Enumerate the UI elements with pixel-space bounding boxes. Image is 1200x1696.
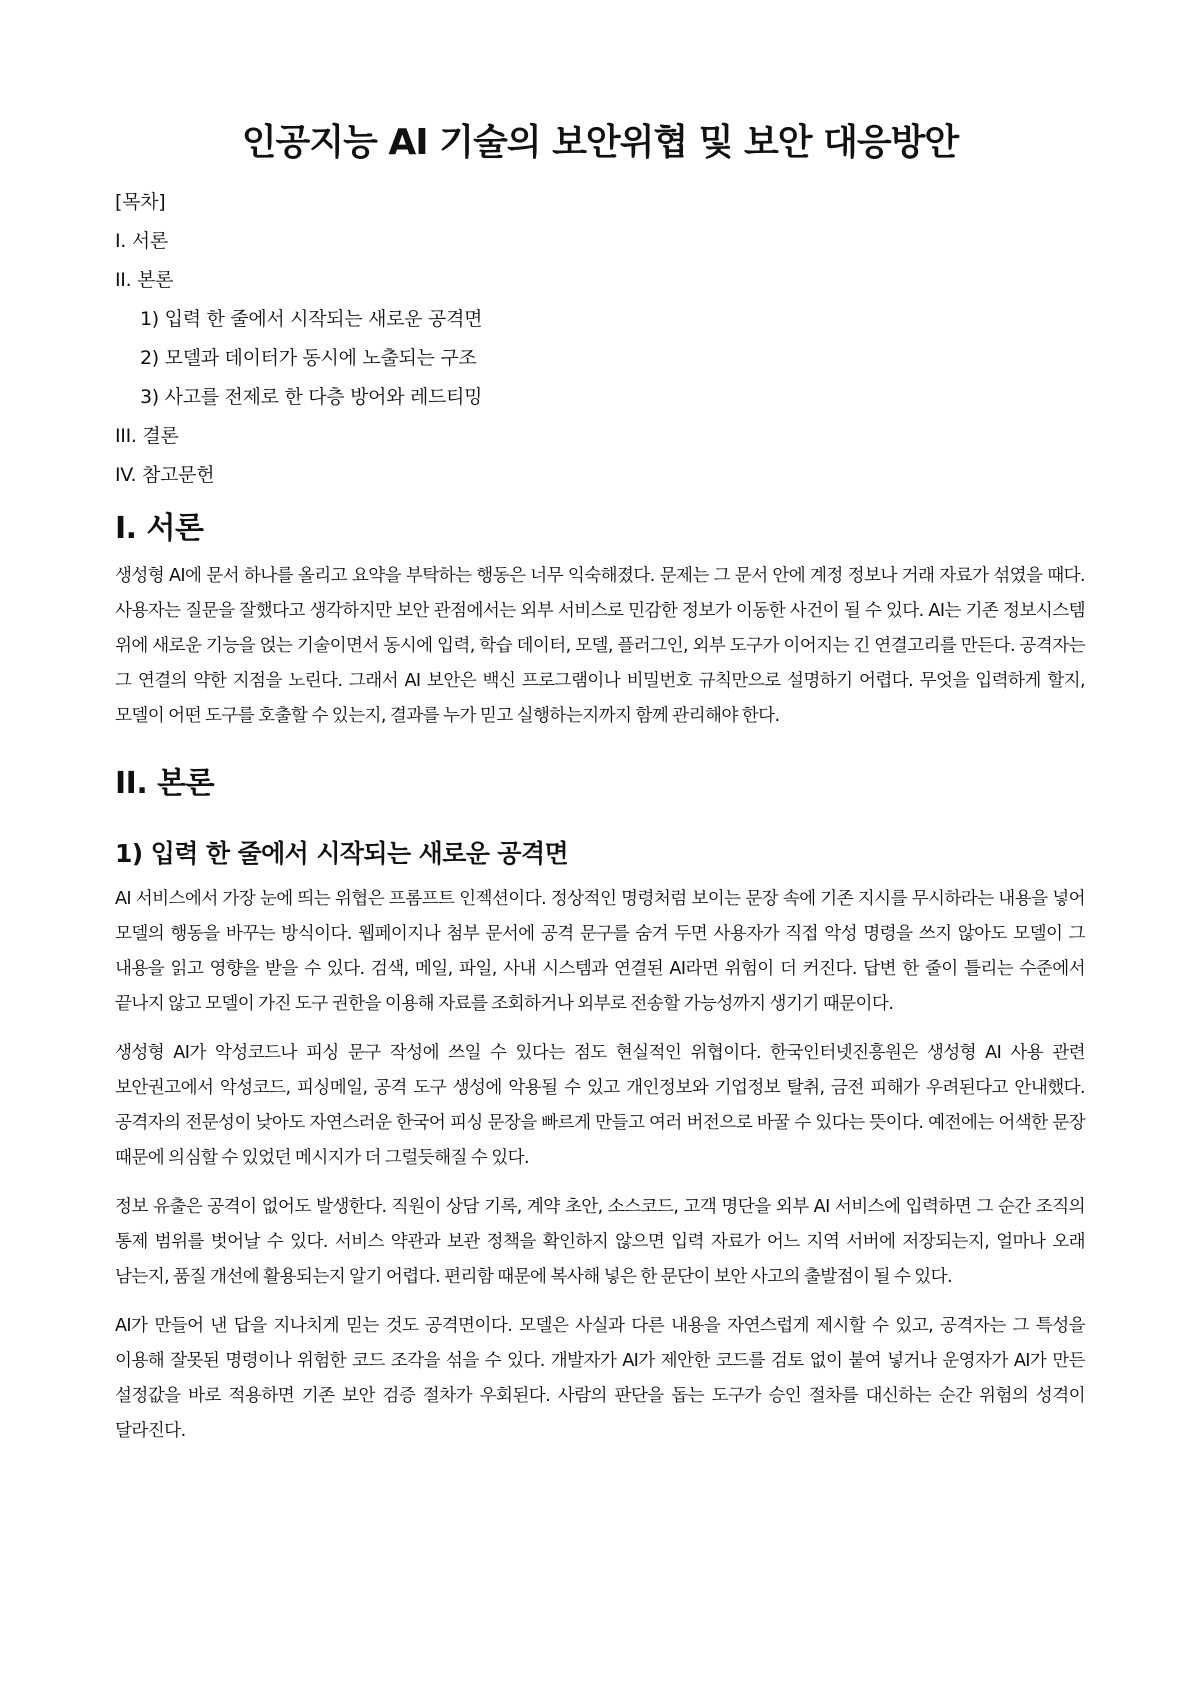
section-heading-body: II. 본론: [115, 766, 215, 801]
table-of-contents: [115, 190, 1085, 488]
toc-item-references: IV. 참고문헌: [115, 464, 215, 486]
document-title: 인공지능 AI 기술의 보안위협 및 보안 대응방안: [241, 122, 959, 163]
body-paragraph: AI 서비스에서 가장 눈에 띄는 위협은 프롬프트 인젝션이다. 정상적인 명령처럼 보이는 문장 속에 기존 지시를 무시하라는 내용을 넣어 모델의 행동을 바꾸는 방식이다. 웹페이지나 첨부 문서에 공격 문구를 숨겨 두면 사용자가 직접 악성 명령을 쓰지 않아도 모델이 그 내용을 읽고 영향을 받을 수 있다. 검색, 메일, 파일, 사내 시스템과 연결된 AI라면 위험이 더 커진다. 답변 한 줄이 틀리는 수준에서 끝나지 않고 모델이 가진 도구 권한을 이용해 자료를 조회하거나 외부로 전송할 가능성까지 생기기 때문이다.: [115, 889, 1085, 1014]
body-paragraph: AI가 만들어 낸 답을 지나치게 믿는 것도 공격면이다. 모델은 사실과 다른 내용을 자연스럽게 제시할 수 있고, 공격자는 그 특성을 이용해 잘못된 명령이나 위험한 코드 조각을 섞을 수 있다. 개발자가 AI가 제안한 코드를 검토 없이 붙여 넣거나 운영자가 AI가 만든 설정값을 바로 적용하면 기존 보안 검증 절차가 우회된다. 사람의 판단을 돕는 도구가 승인 절차를 대신하는 순간 위험의 성격이 달라진다.: [115, 1316, 1085, 1441]
toc-item-body-2: 2) 모델과 데이터가 동시에 노출되는 구조: [140, 347, 477, 369]
body-paragraph: 생성형 AI가 악성코드나 피싱 문구 작성에 쓰일 수 있다는 점도 현실적인 위협이다. 한국인터넷진흥원은 생성형 AI 사용 관련 보안권고에서 악성코드, 피싱메일, 공격 도구 생성에 악용될 수 있고 개인정보와 기업정보 탈취, 금전 피해가 우려된다고 안내했다. 공격자의 전문성이 낮아도 자연스러운 한국어 피싱 문장을 빠르게 만들고 여러 버전으로 바꿀 수 있다는 뜻이다. 예전에는 어색한 문장 때문에 의심할 수 있었던 메시지가 더 그럴듯해질 수 있다.: [115, 1043, 1085, 1168]
toc-item-conclusion: III. 결론: [115, 425, 179, 447]
toc-item-body-3: 3) 사고를 전제로 한 다층 방어와 레드티밍: [140, 386, 483, 408]
section-body: [115, 764, 1085, 1449]
subsection-heading-1: 1) 입력 한 줄에서 시작되는 새로운 공격면: [115, 839, 569, 868]
toc-item-body-1: 1) 입력 한 줄에서 시작되는 새로운 공격면: [140, 308, 483, 330]
toc-heading: [목차]: [115, 191, 166, 213]
intro-paragraph: 생성형 AI에 문서 하나를 올리고 요약을 부탁하는 행동은 너무 익숙해졌다. 문제는 그 문서 안에 계정 정보나 거래 자료가 섞였을 때다. 사용자는 질문을 잘했다고 생각하지만 보안 관점에서는 외부 서비스로 민감한 정보가 이동한 사건이 될 수 있다. AI는 기존 정보시스템 위에 새로운 기능을 얹는 기술이면서 동시에 입력, 학습 데이터, 모델, 플러그인, 외부 도구가 이어지는 긴 연결고리를 만든다. 공격자는 그 연결의 약한 지점을 노린다. 그래서 AI 보안은 백신 프로그램이나 비밀번호 규칙만으로 설명하기 어렵다. 무엇을 입력하게 할지, 모델이 어떤 도구를 호출할 수 있는지, 결과를 누가 믿고 실행하는지까지 함께 관리해야 한다.: [115, 566, 1085, 726]
toc-item-intro: I. 서론: [115, 230, 168, 252]
section-heading-intro: I. 서론: [115, 511, 204, 546]
toc-item-body: II. 본론: [115, 269, 174, 291]
section-intro: [115, 509, 1085, 734]
body-paragraph: 정보 유출은 공격이 없어도 발생한다. 직원이 상담 기록, 계약 초안, 소스코드, 고객 명단을 외부 AI 서비스에 입력하면 그 순간 조직의 통제 범위를 벗어날 수 있다. 서비스 약관과 보관 정책을 확인하지 않으면 입력 자료가 어느 지역 서버에 저장되는지, 얼마나 오래 남는지, 품질 개선에 활용되는지 알기 어렵다. 편리함 때문에 복사해 넣은 한 문단이 보안 사고의 출발점이 될 수 있다.: [115, 1197, 1085, 1287]
